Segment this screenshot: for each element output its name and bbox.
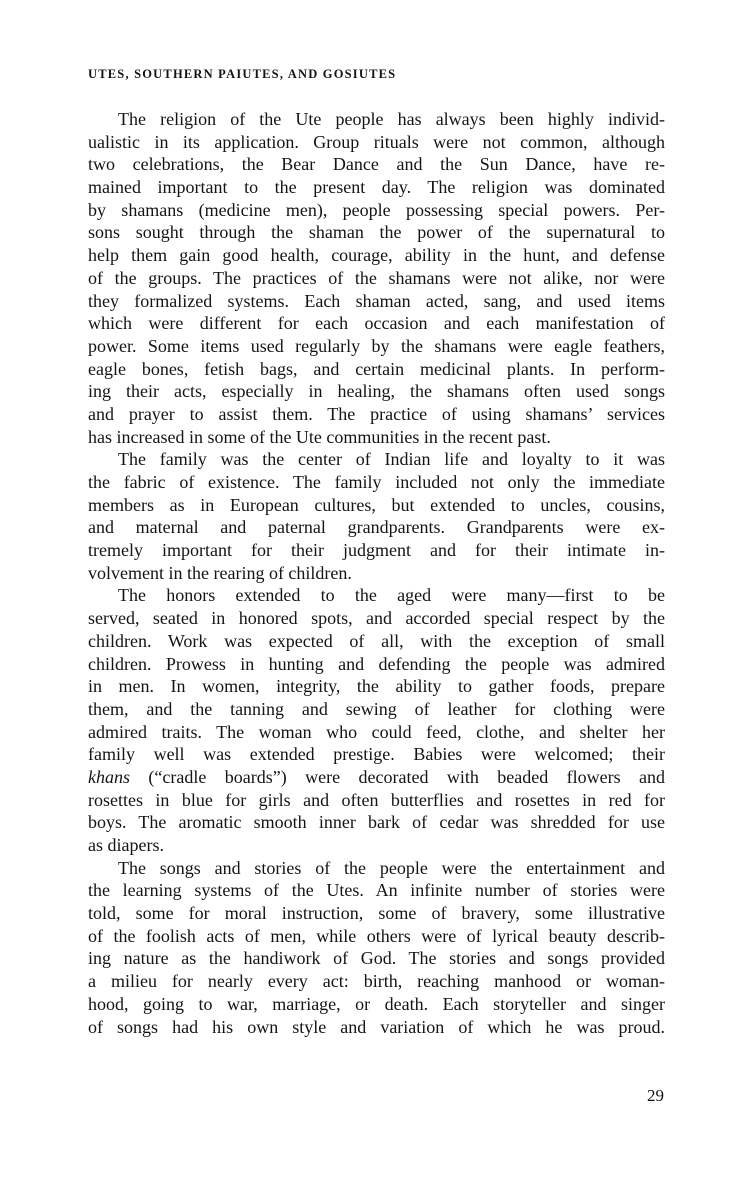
text-line: The family was the center of Indian life and loyalty to it was — [118, 449, 665, 470]
text-line: eagle bones, fetish bags, and certain medicinal plants. In perform- — [88, 358, 665, 379]
text-line: children. Prowess in hunting and defending the people was admired — [88, 653, 665, 674]
text-line: and prayer to assist them. The practice of using shamans’ services — [88, 403, 665, 424]
text-line: of the groups. The practices of the shamans were not alike, nor were — [88, 267, 665, 288]
text-line: a milieu for nearly every act: birth, reaching manhood or woman- — [88, 971, 665, 992]
running-head: UTES, SOUTHERN PAIUTES, AND GOSIUTES — [88, 67, 397, 81]
text-line-rest: (“cradle boards”) were decorated with beaded flowers and — [148, 766, 665, 787]
text-line: by shamans (medicine men), people possessing special powers. Per- — [88, 199, 665, 220]
text-line: of songs had his own style and variation of which he was proud. — [88, 1016, 665, 1037]
text-line: mained important to the present day. The religion was dominated — [88, 177, 665, 198]
text-line: ualistic in its application. Group rituals were not common, although — [88, 131, 665, 152]
text-line: ing nature as the handiwork of God. The stories and songs provided — [88, 948, 665, 969]
italic-term-khans: khans — [88, 766, 130, 787]
text-line: sons sought through the shaman the power of the supernatural to — [88, 222, 665, 243]
text-line: The songs and stories of the people were the entertainment and — [118, 857, 665, 878]
text-line: The religion of the Ute people has always been highly individ- — [118, 109, 665, 129]
text-line: members as in European cultures, but extended to uncles, cousins, — [88, 494, 665, 515]
text-line: The honors extended to the aged were many—first to be — [118, 585, 665, 606]
text-line: power. Some items used regularly by the shamans were eagle feathers, — [88, 335, 665, 356]
page-number: 29 — [647, 1086, 664, 1105]
text-line: boys. The aromatic smooth inner bark of cedar was shredded for use — [88, 812, 665, 833]
text-line: volvement in the rearing of children. — [88, 562, 352, 583]
text-line: hood, going to war, marriage, or death. Each storyteller and singer — [88, 993, 665, 1014]
text-line: children. Work was expected of all, with the exception of small — [88, 630, 665, 651]
text-line: ing their acts, especially in healing, the shamans often used songs — [88, 381, 665, 402]
text-line: two celebrations, the Bear Dance and the Sun Dance, have re- — [88, 154, 665, 175]
text-line: as diapers. — [88, 835, 164, 855]
body-text — [88, 108, 665, 1038]
text-line: served, seated in honored spots, and accorded special respect by the — [88, 608, 665, 629]
text-line: help them gain good health, courage, ability in the hunt, and defense — [88, 245, 665, 266]
text-line: family well was extended prestige. Babies were welcomed; their — [88, 744, 665, 765]
text-line: of the foolish acts of men, while others were of lyrical beauty describ- — [88, 925, 665, 946]
text-line: they formalized systems. Each shaman acted, sang, and used items — [88, 290, 665, 311]
text-line: them, and the tanning and sewing of leather for clothing were — [88, 698, 665, 719]
text-line: in men. In women, integrity, the ability to gather foods, prepare — [88, 676, 665, 697]
text-line: admired traits. The woman who could feed, clothe, and shelter her — [88, 721, 665, 742]
text-line: which were different for each occasion and each manifestation of — [88, 313, 665, 334]
text-line: told, some for moral instruction, some of bravery, some illustrative — [88, 903, 665, 924]
text-line-with-italic — [88, 766, 665, 789]
text-line: has increased in some of the Ute communities in the recent past. — [88, 426, 551, 447]
text-line: rosettes in blue for girls and often butterflies and rosettes in red for — [88, 789, 665, 810]
text-line: the fabric of existence. The family included not only the immediate — [88, 472, 665, 492]
text-line: and maternal and paternal grandparents. Grandparents were ex- — [88, 517, 665, 538]
text-line: the learning systems of the Utes. An infinite number of stories were — [88, 880, 665, 901]
text-line: tremely important for their judgment and for their intimate in- — [88, 540, 665, 561]
